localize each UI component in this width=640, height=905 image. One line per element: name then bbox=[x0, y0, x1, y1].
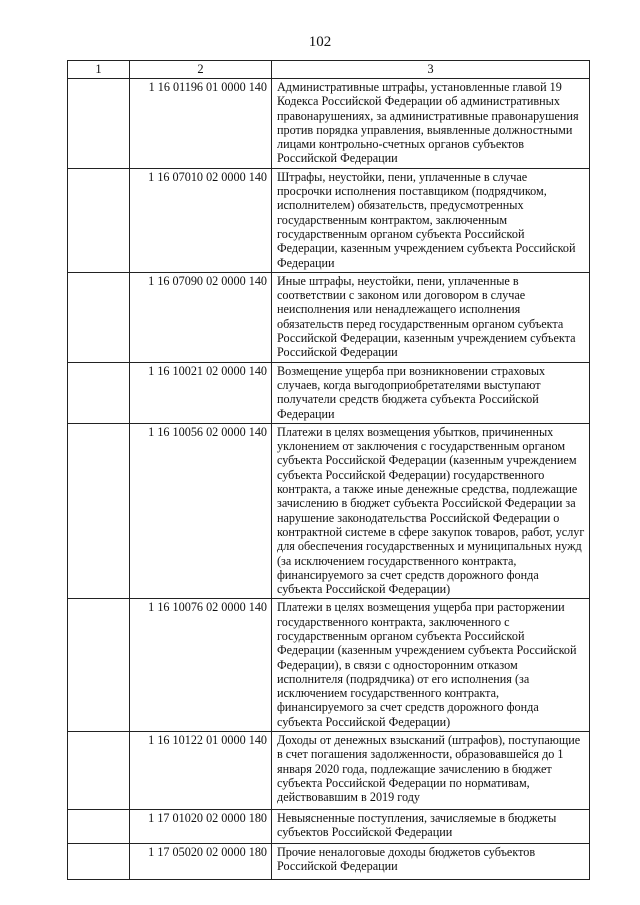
income-description: Доходы от денежных взысканий (штрафов), поступающие в счет погашения задолженности, образовавшейся до 1 января 2020 года, подлежащие зачислению в бюджет субъекта Российской Федерации по нормативам, действовавшим в 2019 году bbox=[272, 732, 590, 810]
table-row bbox=[68, 362, 590, 423]
row-empty-cell bbox=[68, 599, 130, 732]
column-header-3: 3 bbox=[272, 61, 590, 79]
row-empty-cell bbox=[68, 810, 130, 844]
income-code: 1 16 07010 02 0000 140 bbox=[130, 168, 272, 272]
income-code: 1 16 10076 02 0000 140 bbox=[130, 599, 272, 732]
page-number: 102 bbox=[308, 34, 332, 50]
table-row bbox=[68, 79, 590, 169]
table-row bbox=[68, 168, 590, 272]
row-empty-cell bbox=[68, 732, 130, 810]
row-empty-cell bbox=[68, 79, 130, 169]
income-code: 1 16 01196 01 0000 140 bbox=[130, 79, 272, 169]
income-description: Иные штрафы, неустойки, пени, уплаченные в соответствии с законом или договором в случае неисполнения или ненадлежащего исполнения обязательств перед государственным органом субъекта Российской Федерации, казенным учреждением субъекта Российской Федерации bbox=[272, 272, 590, 362]
row-empty-cell bbox=[68, 362, 130, 423]
table-row bbox=[68, 810, 590, 844]
table-header-row bbox=[68, 61, 590, 79]
income-description: Возмещение ущерба при возникновении страховых случаев, когда выгодоприобретателями выступают получатели средств бюджета субъекта Российской Федерации bbox=[272, 362, 590, 423]
column-header-1: 1 bbox=[68, 61, 130, 79]
table-row bbox=[68, 272, 590, 362]
income-code: 1 17 01020 02 0000 180 bbox=[130, 810, 272, 844]
row-empty-cell bbox=[68, 423, 130, 599]
table-row bbox=[68, 599, 590, 732]
row-empty-cell bbox=[68, 844, 130, 880]
table-row bbox=[68, 844, 590, 880]
income-description: Штрафы, неустойки, пени, уплаченные в случае просрочки исполнения поставщиком (подрядчиком, исполнителем) обязательств, предусмотренных государственным контрактом, заключенным государственным органом субъекта Российской Федерации, казенным учреждением субъекта Российской Федерации bbox=[272, 168, 590, 272]
row-empty-cell bbox=[68, 272, 130, 362]
income-description: Платежи в целях возмещения ущерба при расторжении государственного контракта, заключенного с государственным органом субъекта Российской Федерации (казенным учреждением субъекта Российской Федерации), в связи с односторонним отказом исполнителя (подрядчика) от его исполнения (за исключением государственного контракта, финансируемого за счет средств дорожного фонда субъекта Российской Федерации) bbox=[272, 599, 590, 732]
income-code: 1 16 07090 02 0000 140 bbox=[130, 272, 272, 362]
income-code: 1 16 10056 02 0000 140 bbox=[130, 423, 272, 599]
table-row bbox=[68, 423, 590, 599]
income-code: 1 17 05020 02 0000 180 bbox=[130, 844, 272, 880]
income-code: 1 16 10021 02 0000 140 bbox=[130, 362, 272, 423]
income-description: Прочие неналоговые доходы бюджетов субъектов Российской Федерации bbox=[272, 844, 590, 880]
row-empty-cell bbox=[68, 168, 130, 272]
budget-codes-table bbox=[67, 60, 590, 880]
income-description: Невыясненные поступления, зачисляемые в бюджеты субъектов Российской Федерации bbox=[272, 810, 590, 844]
column-header-2: 2 bbox=[130, 61, 272, 79]
income-description: Платежи в целях возмещения убытков, причиненных уклонением от заключения с государственным органом субъекта Российской Федерации (казенным учреждением субъекта Российской Федерации) государственного контракта, а также иные денежные средства, подлежащие зачислению в бюджет субъекта Российской Федерации за нарушение законодательства Российской Федерации о контрактной системе в сфере закупок товаров, работ, услуг для обеспечения государственных и муниципальных нужд (за исключением государственного контракта, финансируемого за счет средств дорожного фонда субъекта Российской Федерации) bbox=[272, 423, 590, 599]
income-description: Административные штрафы, установленные главой 19 Кодекса Российской Федерации об административных правонарушениях, за административные правонарушения против порядка управления, выявленные должностными лицами контрольно-счетных органов субъектов Российской Федерации bbox=[272, 79, 590, 169]
table-row bbox=[68, 732, 590, 810]
income-code: 1 16 10122 01 0000 140 bbox=[130, 732, 272, 810]
